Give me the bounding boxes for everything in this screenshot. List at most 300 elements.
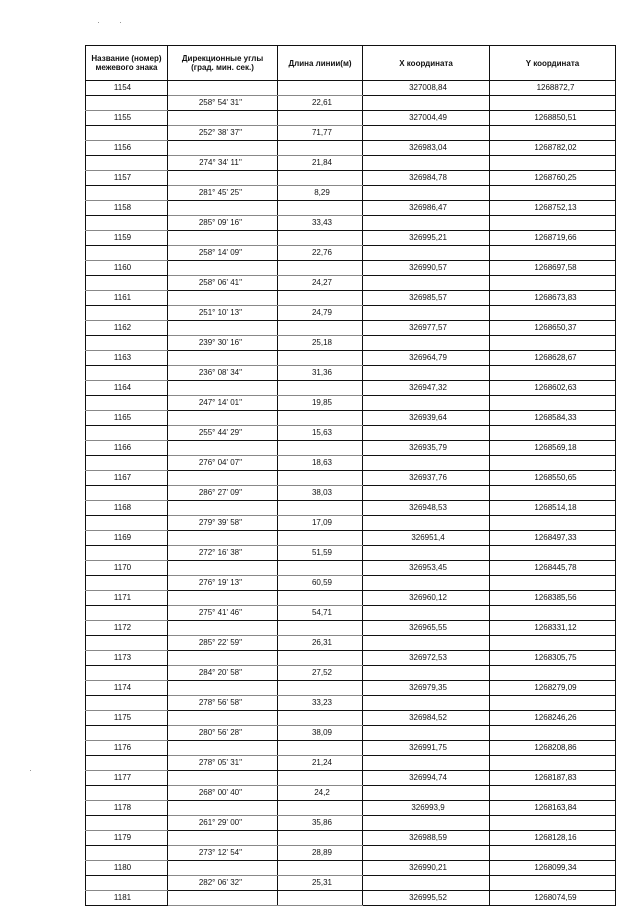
bearing-angle-cell: 258° 06' 41'': [168, 276, 278, 291]
point-name-cell: 1164: [86, 381, 168, 396]
table-row: [86, 456, 616, 471]
line-length-cell: 22,76: [278, 246, 363, 261]
point-name-cell: 1174: [86, 681, 168, 696]
empty-cell: [490, 246, 616, 261]
x-coordinate-cell: 326994,74: [363, 771, 490, 786]
empty-cell: [363, 696, 490, 711]
y-coordinate-cell: 1268279,09: [490, 681, 616, 696]
empty-cell: [278, 141, 363, 156]
table-row: [86, 261, 616, 276]
empty-cell: [86, 276, 168, 291]
empty-cell: [278, 591, 363, 606]
empty-cell: [278, 801, 363, 816]
line-length-cell: 38,09: [278, 726, 363, 741]
x-coordinate-cell: 326960,12: [363, 591, 490, 606]
empty-cell: [278, 741, 363, 756]
table-row: [86, 711, 616, 726]
y-coordinate-cell: 1268163,84: [490, 801, 616, 816]
empty-cell: [363, 336, 490, 351]
empty-cell: [363, 96, 490, 111]
bearing-angle-cell: 276° 04' 07'': [168, 456, 278, 471]
empty-cell: [168, 351, 278, 366]
x-coordinate-cell: 326979,35: [363, 681, 490, 696]
bearing-angle-cell: 274° 34' 11'': [168, 156, 278, 171]
empty-cell: [363, 156, 490, 171]
empty-cell: [363, 456, 490, 471]
y-coordinate-cell: 1268445,78: [490, 561, 616, 576]
point-name-cell: 1165: [86, 411, 168, 426]
header-point-name: Название (номер) межевого знака: [86, 46, 168, 81]
table-row: [86, 156, 616, 171]
y-coordinate-cell: 1268305,75: [490, 651, 616, 666]
header-x-coordinate: X координата: [363, 46, 490, 81]
empty-cell: [363, 876, 490, 891]
empty-cell: [86, 126, 168, 141]
x-coordinate-cell: 326953,45: [363, 561, 490, 576]
y-coordinate-cell: 1268872,7: [490, 81, 616, 96]
empty-cell: [363, 366, 490, 381]
y-coordinate-cell: 1268128,16: [490, 831, 616, 846]
empty-cell: [168, 171, 278, 186]
empty-cell: [278, 891, 363, 906]
table-row: [86, 471, 616, 486]
y-coordinate-cell: 1268752,13: [490, 201, 616, 216]
table-row: [86, 201, 616, 216]
line-length-cell: 21,84: [278, 156, 363, 171]
empty-cell: [168, 231, 278, 246]
x-coordinate-cell: 326995,52: [363, 891, 490, 906]
table-row: [86, 756, 616, 771]
table-row: [86, 126, 616, 141]
y-coordinate-cell: 1268850,51: [490, 111, 616, 126]
x-coordinate-cell: 326948,53: [363, 501, 490, 516]
header-line-length: Длина линии(м): [278, 46, 363, 81]
empty-cell: [490, 276, 616, 291]
empty-cell: [278, 681, 363, 696]
table-row: [86, 336, 616, 351]
empty-cell: [278, 381, 363, 396]
x-coordinate-cell: 326990,21: [363, 861, 490, 876]
x-coordinate-cell: 326995,21: [363, 231, 490, 246]
line-length-cell: 60,59: [278, 576, 363, 591]
empty-cell: [168, 741, 278, 756]
x-coordinate-cell: 326986,47: [363, 201, 490, 216]
empty-cell: [86, 546, 168, 561]
empty-cell: [363, 816, 490, 831]
line-length-cell: 31,36: [278, 366, 363, 381]
empty-cell: [490, 576, 616, 591]
point-name-cell: 1166: [86, 441, 168, 456]
point-name-cell: 1159: [86, 231, 168, 246]
table-row: [86, 771, 616, 786]
table-row: [86, 681, 616, 696]
table-row: [86, 366, 616, 381]
line-length-cell: 25,18: [278, 336, 363, 351]
y-coordinate-cell: 1268385,56: [490, 591, 616, 606]
empty-cell: [168, 621, 278, 636]
y-coordinate-cell: 1268719,66: [490, 231, 616, 246]
empty-cell: [86, 426, 168, 441]
point-name-cell: 1172: [86, 621, 168, 636]
empty-cell: [490, 216, 616, 231]
table-row: [86, 141, 616, 156]
header-bearing-angle: Дирекционные углы (град. мин. сек.): [168, 46, 278, 81]
x-coordinate-cell: 326991,75: [363, 741, 490, 756]
empty-cell: [490, 636, 616, 651]
empty-cell: [490, 876, 616, 891]
line-length-cell: 24,27: [278, 276, 363, 291]
empty-cell: [168, 891, 278, 906]
empty-cell: [490, 696, 616, 711]
table-row: [86, 486, 616, 501]
empty-cell: [168, 531, 278, 546]
line-length-cell: 24,2: [278, 786, 363, 801]
table-row: [86, 396, 616, 411]
empty-cell: [168, 261, 278, 276]
empty-cell: [363, 396, 490, 411]
empty-cell: [168, 501, 278, 516]
empty-cell: [278, 321, 363, 336]
x-coordinate-cell: 326951,4: [363, 531, 490, 546]
point-name-cell: 1156: [86, 141, 168, 156]
table-row: [86, 726, 616, 741]
empty-cell: [168, 471, 278, 486]
table-body: [86, 81, 616, 906]
empty-cell: [86, 306, 168, 321]
empty-cell: [86, 516, 168, 531]
line-length-cell: 51,59: [278, 546, 363, 561]
empty-cell: [168, 291, 278, 306]
empty-cell: [278, 111, 363, 126]
header-y-coordinate: Y координата: [490, 46, 616, 81]
empty-cell: [363, 726, 490, 741]
empty-cell: [278, 771, 363, 786]
bearing-angle-cell: 284° 20' 58'': [168, 666, 278, 681]
empty-cell: [278, 501, 363, 516]
x-coordinate-cell: 326939,64: [363, 411, 490, 426]
y-coordinate-cell: 1268602,63: [490, 381, 616, 396]
bearing-angle-cell: 251° 10' 13'': [168, 306, 278, 321]
bearing-angle-cell: 272° 16' 38'': [168, 546, 278, 561]
scan-speck: [120, 22, 121, 23]
empty-cell: [490, 816, 616, 831]
empty-cell: [86, 816, 168, 831]
empty-cell: [168, 201, 278, 216]
line-length-cell: 24,79: [278, 306, 363, 321]
point-name-cell: 1167: [86, 471, 168, 486]
table-row: [86, 696, 616, 711]
bearing-angle-cell: 285° 09' 16'': [168, 216, 278, 231]
point-name-cell: 1162: [86, 321, 168, 336]
point-name-cell: 1168: [86, 501, 168, 516]
table-row: [86, 666, 616, 681]
table-row: [86, 786, 616, 801]
empty-cell: [490, 486, 616, 501]
empty-cell: [363, 546, 490, 561]
empty-cell: [278, 441, 363, 456]
table-row: [86, 846, 616, 861]
empty-cell: [490, 186, 616, 201]
x-coordinate-cell: 326984,78: [363, 171, 490, 186]
empty-cell: [86, 726, 168, 741]
empty-cell: [278, 231, 363, 246]
empty-cell: [363, 576, 490, 591]
x-coordinate-cell: 326985,57: [363, 291, 490, 306]
empty-cell: [278, 261, 363, 276]
empty-cell: [278, 471, 363, 486]
point-name-cell: 1175: [86, 711, 168, 726]
table-row: [86, 831, 616, 846]
table-header-row: [86, 46, 616, 81]
point-name-cell: 1181: [86, 891, 168, 906]
empty-cell: [490, 666, 616, 681]
table-row: [86, 591, 616, 606]
x-coordinate-cell: 326935,79: [363, 441, 490, 456]
bearing-angle-cell: 286° 27' 09'': [168, 486, 278, 501]
y-coordinate-cell: 1268782,02: [490, 141, 616, 156]
y-coordinate-cell: 1268760,25: [490, 171, 616, 186]
point-name-cell: 1157: [86, 171, 168, 186]
empty-cell: [86, 606, 168, 621]
line-length-cell: 15,63: [278, 426, 363, 441]
empty-cell: [168, 711, 278, 726]
x-coordinate-cell: 326965,55: [363, 621, 490, 636]
x-coordinate-cell: 326964,79: [363, 351, 490, 366]
point-name-cell: 1160: [86, 261, 168, 276]
empty-cell: [363, 216, 490, 231]
y-coordinate-cell: 1268099,34: [490, 861, 616, 876]
empty-cell: [278, 171, 363, 186]
y-coordinate-cell: 1268569,18: [490, 441, 616, 456]
empty-cell: [168, 771, 278, 786]
x-coordinate-cell: 327008,84: [363, 81, 490, 96]
empty-cell: [86, 636, 168, 651]
empty-cell: [168, 861, 278, 876]
bearing-angle-cell: 285° 22' 59'': [168, 636, 278, 651]
empty-cell: [278, 831, 363, 846]
y-coordinate-cell: 1268697,58: [490, 261, 616, 276]
table-row: [86, 216, 616, 231]
point-name-cell: 1161: [86, 291, 168, 306]
y-coordinate-cell: 1268208,86: [490, 741, 616, 756]
empty-cell: [168, 591, 278, 606]
empty-cell: [86, 666, 168, 681]
empty-cell: [168, 111, 278, 126]
scan-speck: [612, 470, 613, 471]
line-length-cell: 21,24: [278, 756, 363, 771]
table-row: [86, 621, 616, 636]
line-length-cell: 19,85: [278, 396, 363, 411]
bearing-angle-cell: 261° 29' 00'': [168, 816, 278, 831]
x-coordinate-cell: 326972,53: [363, 651, 490, 666]
point-name-cell: 1155: [86, 111, 168, 126]
table-row: [86, 876, 616, 891]
empty-cell: [168, 81, 278, 96]
bearing-angle-cell: 276° 19' 13'': [168, 576, 278, 591]
x-coordinate-cell: 327004,49: [363, 111, 490, 126]
empty-cell: [86, 246, 168, 261]
table-row: [86, 381, 616, 396]
empty-cell: [490, 426, 616, 441]
point-name-cell: 1158: [86, 201, 168, 216]
empty-cell: [86, 846, 168, 861]
line-length-cell: 8,29: [278, 186, 363, 201]
empty-cell: [278, 291, 363, 306]
x-coordinate-cell: 326988,59: [363, 831, 490, 846]
empty-cell: [363, 636, 490, 651]
empty-cell: [86, 576, 168, 591]
bearing-angle-cell: 275° 41' 46'': [168, 606, 278, 621]
table-row: [86, 636, 616, 651]
line-length-cell: 54,71: [278, 606, 363, 621]
point-name-cell: 1171: [86, 591, 168, 606]
empty-cell: [490, 96, 616, 111]
empty-cell: [490, 156, 616, 171]
point-name-cell: 1179: [86, 831, 168, 846]
bearing-angle-cell: 252° 38' 37'': [168, 126, 278, 141]
point-name-cell: 1154: [86, 81, 168, 96]
x-coordinate-cell: 326993,9: [363, 801, 490, 816]
line-length-cell: 26,31: [278, 636, 363, 651]
bearing-angle-cell: 279° 39' 58'': [168, 516, 278, 531]
bearing-angle-cell: 273° 12' 54'': [168, 846, 278, 861]
empty-cell: [490, 396, 616, 411]
table-row: [86, 861, 616, 876]
empty-cell: [363, 246, 490, 261]
table-row: [86, 561, 616, 576]
empty-cell: [490, 456, 616, 471]
scan-speck: [30, 770, 31, 771]
x-coordinate-cell: 326983,04: [363, 141, 490, 156]
table-row: [86, 171, 616, 186]
empty-cell: [278, 351, 363, 366]
y-coordinate-cell: 1268584,33: [490, 411, 616, 426]
empty-cell: [363, 786, 490, 801]
empty-cell: [168, 801, 278, 816]
line-length-cell: 28,89: [278, 846, 363, 861]
empty-cell: [363, 606, 490, 621]
empty-cell: [363, 516, 490, 531]
table-row: [86, 531, 616, 546]
empty-cell: [278, 561, 363, 576]
empty-cell: [86, 366, 168, 381]
bearing-angle-cell: 258° 14' 09'': [168, 246, 278, 261]
bearing-angle-cell: 282° 06' 32'': [168, 876, 278, 891]
empty-cell: [490, 606, 616, 621]
empty-cell: [363, 486, 490, 501]
empty-cell: [363, 846, 490, 861]
empty-cell: [278, 411, 363, 426]
table-row: [86, 651, 616, 666]
table-row: [86, 306, 616, 321]
bearing-angle-cell: 247° 14' 01'': [168, 396, 278, 411]
table-row: [86, 606, 616, 621]
empty-cell: [168, 561, 278, 576]
y-coordinate-cell: 1268673,83: [490, 291, 616, 306]
table-row: [86, 231, 616, 246]
table-row: [86, 96, 616, 111]
x-coordinate-cell: 326937,76: [363, 471, 490, 486]
bearing-angle-cell: 280° 56' 28'': [168, 726, 278, 741]
line-length-cell: 35,86: [278, 816, 363, 831]
empty-cell: [86, 396, 168, 411]
line-length-cell: 17,09: [278, 516, 363, 531]
table-row: [86, 891, 616, 906]
coordinates-sheet: [85, 45, 615, 906]
table-row: [86, 546, 616, 561]
x-coordinate-cell: 326984,52: [363, 711, 490, 726]
bearing-angle-cell: 278° 05' 31'': [168, 756, 278, 771]
line-length-cell: 71,77: [278, 126, 363, 141]
bearing-angle-cell: 236° 08' 34'': [168, 366, 278, 381]
line-length-cell: 33,23: [278, 696, 363, 711]
bearing-angle-cell: 255° 44' 29'': [168, 426, 278, 441]
empty-cell: [86, 336, 168, 351]
y-coordinate-cell: 1268497,33: [490, 531, 616, 546]
empty-cell: [278, 621, 363, 636]
y-coordinate-cell: 1268187,83: [490, 771, 616, 786]
table-row: [86, 816, 616, 831]
line-length-cell: 25,31: [278, 876, 363, 891]
empty-cell: [363, 126, 490, 141]
empty-cell: [168, 681, 278, 696]
empty-cell: [168, 321, 278, 336]
y-coordinate-cell: 1268331,12: [490, 621, 616, 636]
scan-speck: [98, 22, 99, 23]
table-row: [86, 276, 616, 291]
empty-cell: [363, 306, 490, 321]
table-row: [86, 186, 616, 201]
empty-cell: [168, 441, 278, 456]
point-name-cell: 1176: [86, 741, 168, 756]
empty-cell: [490, 306, 616, 321]
y-coordinate-cell: 1268650,37: [490, 321, 616, 336]
point-name-cell: 1169: [86, 531, 168, 546]
empty-cell: [363, 276, 490, 291]
empty-cell: [86, 156, 168, 171]
empty-cell: [86, 216, 168, 231]
empty-cell: [363, 666, 490, 681]
table-row: [86, 801, 616, 816]
point-name-cell: 1180: [86, 861, 168, 876]
empty-cell: [278, 711, 363, 726]
bearing-angle-cell: 268° 00' 40'': [168, 786, 278, 801]
bearing-angle-cell: 278° 56' 58'': [168, 696, 278, 711]
table-row: [86, 111, 616, 126]
bearing-angle-cell: 281° 45' 25'': [168, 186, 278, 201]
empty-cell: [86, 96, 168, 111]
line-length-cell: 27,52: [278, 666, 363, 681]
empty-cell: [490, 846, 616, 861]
table-row: [86, 81, 616, 96]
empty-cell: [86, 486, 168, 501]
empty-cell: [168, 831, 278, 846]
point-name-cell: 1163: [86, 351, 168, 366]
x-coordinate-cell: 326990,57: [363, 261, 490, 276]
empty-cell: [278, 651, 363, 666]
table-row: [86, 351, 616, 366]
empty-cell: [278, 201, 363, 216]
empty-cell: [490, 786, 616, 801]
y-coordinate-cell: 1268074,59: [490, 891, 616, 906]
empty-cell: [490, 366, 616, 381]
table-row: [86, 411, 616, 426]
line-length-cell: 33,43: [278, 216, 363, 231]
empty-cell: [363, 756, 490, 771]
table-row: [86, 441, 616, 456]
boundary-coordinates-table: [85, 45, 616, 906]
empty-cell: [168, 411, 278, 426]
